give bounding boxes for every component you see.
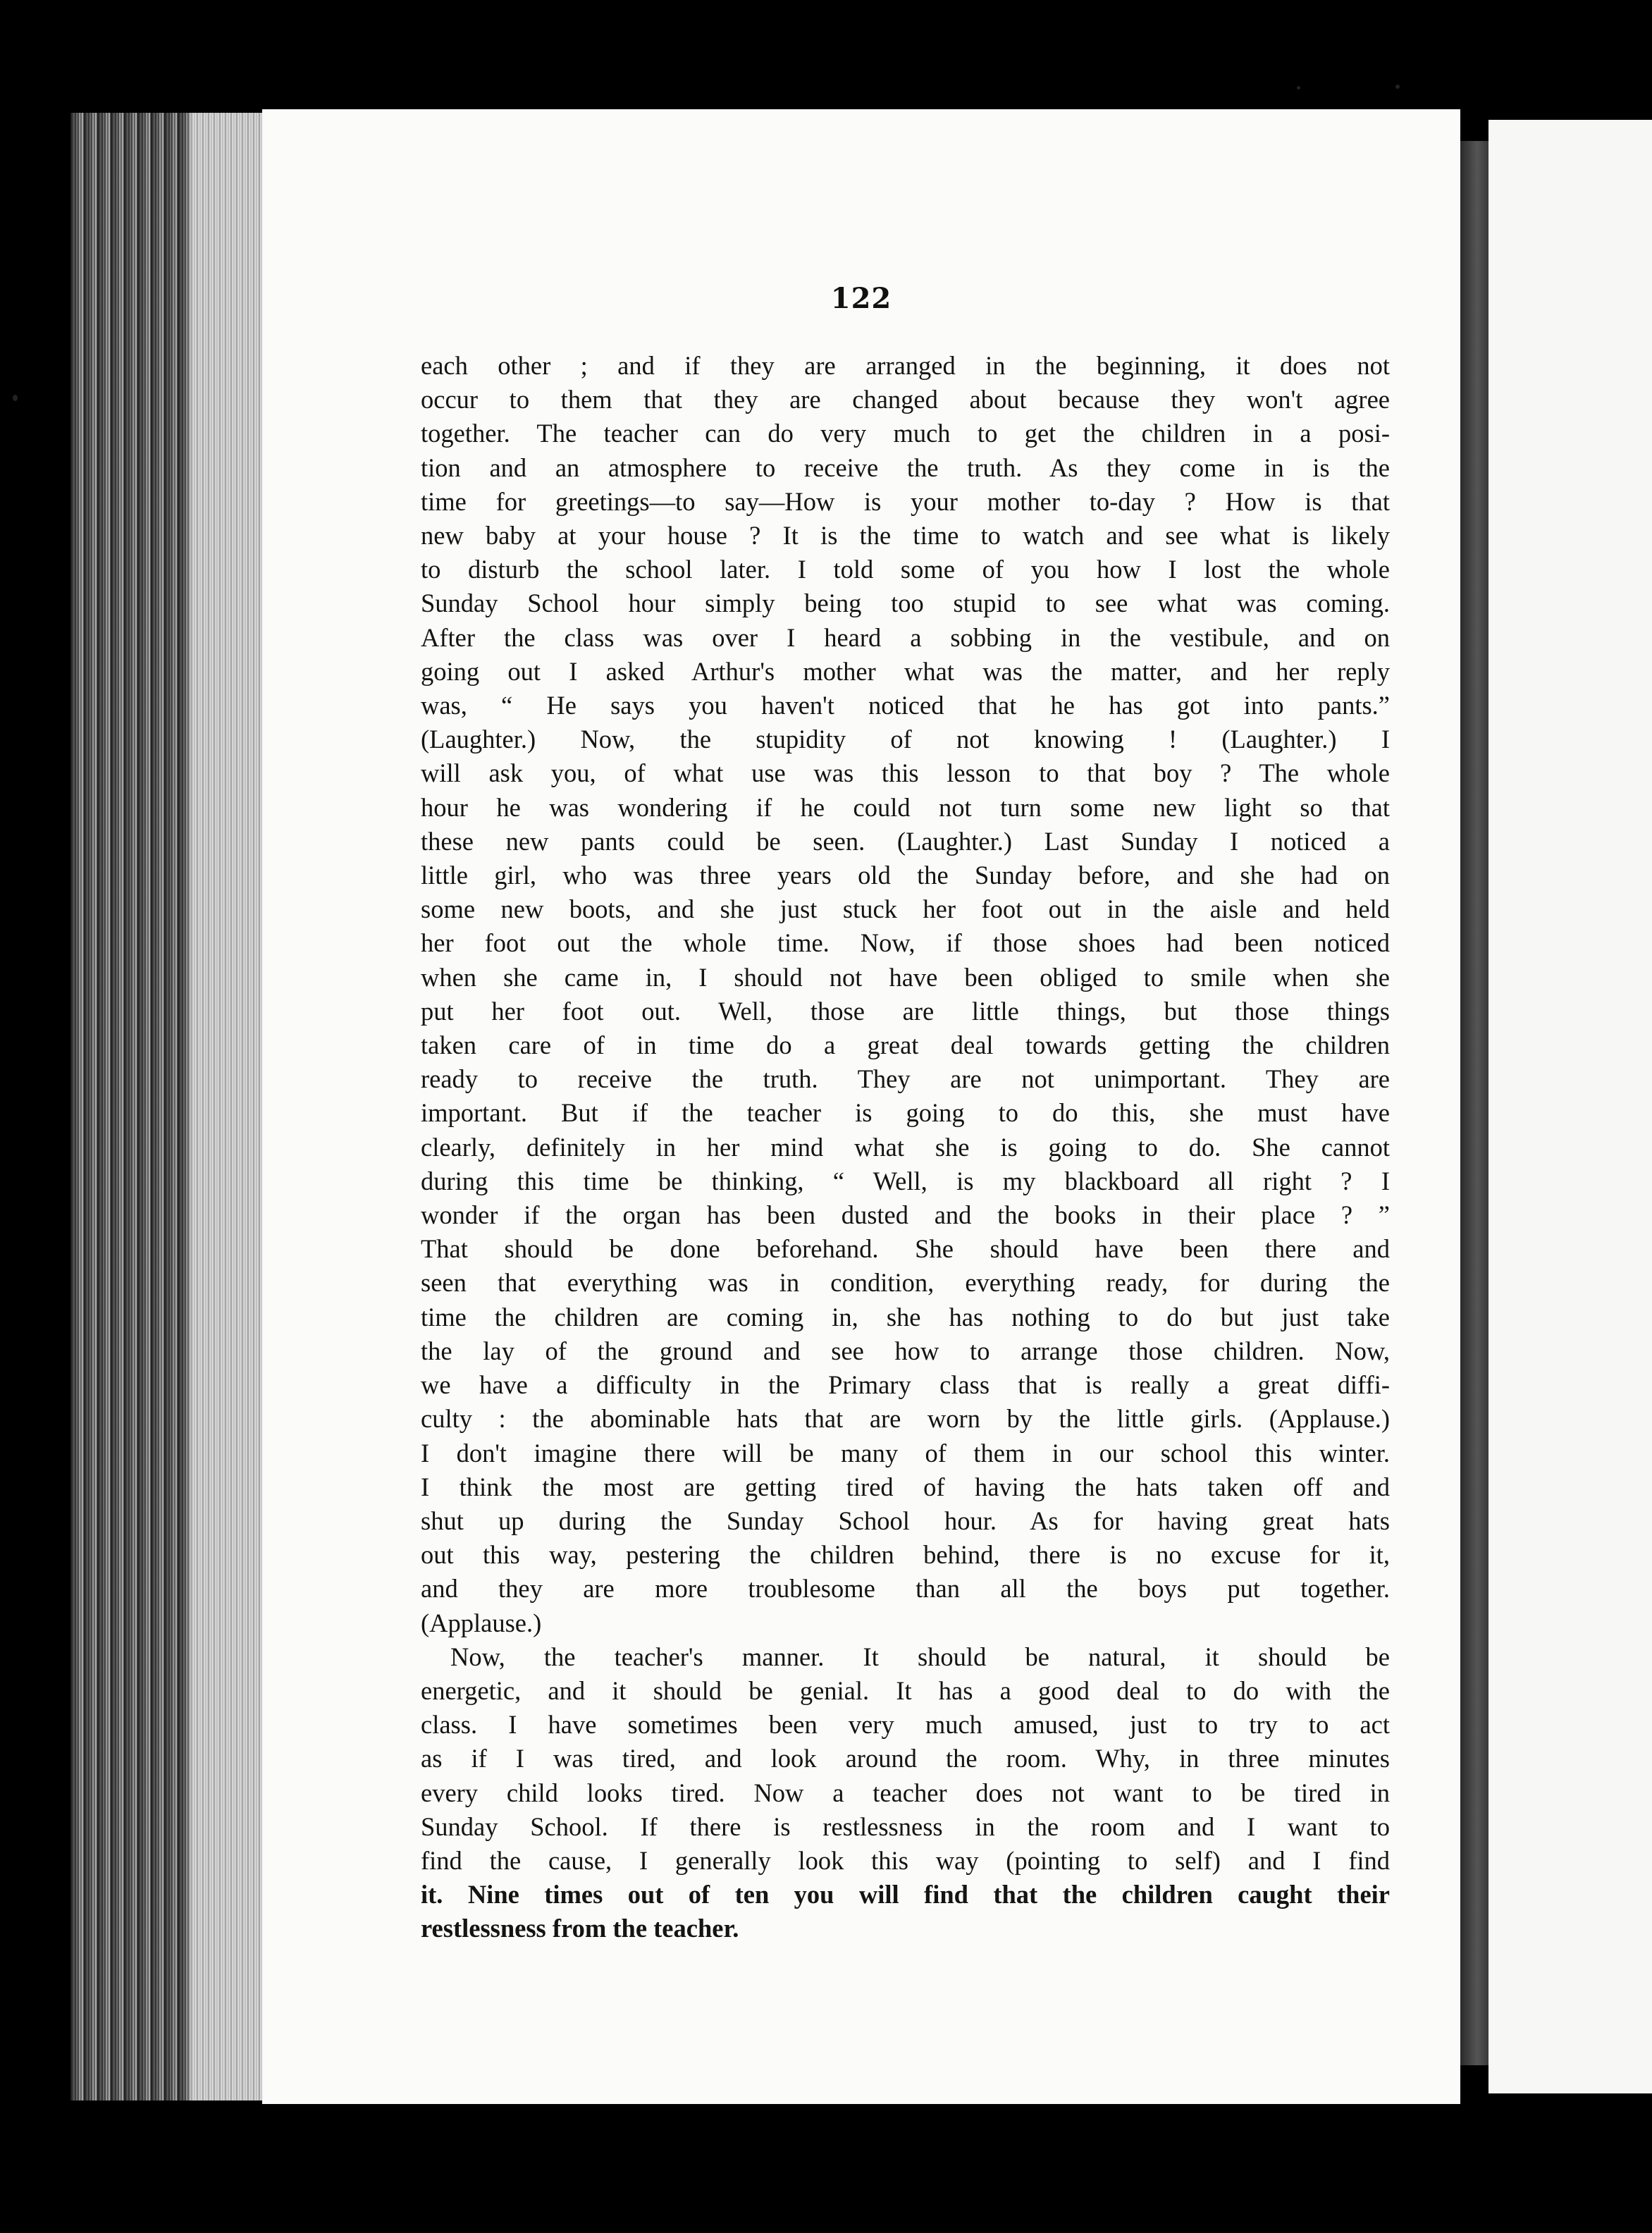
- text-line: new baby at your house ? It is the time to watch and see what is likely: [421, 521, 1390, 550]
- text-line: Sunday School. If there is restlessness in the room and I want to: [421, 1811, 1390, 1841]
- text-line: and they are more troublesome than all the boys put together.: [421, 1574, 1390, 1604]
- text-line: After the class was over I heard a sobbing in the vestibule, and on: [421, 622, 1390, 652]
- text-line: ready to receive the truth. They are not unimportant. They are: [421, 1064, 1390, 1094]
- text-line: class. I have sometimes been very much amused, just to try to act: [421, 1710, 1390, 1740]
- text-line: hour he was wondering if he could not turn some new light so that: [421, 792, 1390, 822]
- text-line: Sunday School hour simply being too stupid to see what was coming.: [421, 589, 1390, 618]
- text-line: every child looks tired. Now a teacher does not want to be tired in: [421, 1778, 1390, 1807]
- text-line: the lay of the ground and see how to arrange those children. Now,: [421, 1336, 1390, 1365]
- text-line: That should be done beforehand. She should have been there and: [421, 1234, 1390, 1264]
- text-line: occur to them that they are changed about because they won't agree: [421, 385, 1390, 414]
- text-line: important. But if the teacher is going to do this, she must have: [421, 1098, 1390, 1128]
- text-line: I don't imagine there will be many of them in our school this winter.: [421, 1438, 1390, 1468]
- text-line: some new boots, and she just stuck her foot out in the aisle and held: [421, 894, 1390, 924]
- page-number: 122: [830, 282, 892, 315]
- text-line: Now, the teacher's manner. It should be natural, it should be: [450, 1642, 1390, 1671]
- text-line: will ask you, of what use was this lesson to that boy ? The whole: [421, 758, 1390, 788]
- text-line: taken care of in time do a great deal towards getting the children: [421, 1031, 1390, 1060]
- text-line: her foot out the whole time. Now, if those shoes had been noticed: [421, 928, 1390, 958]
- text-line: tion and an atmosphere to receive the truth. As they come in is the: [421, 453, 1390, 482]
- text-line: culty : the abominable hats that are worn by the little girls. (Applause.): [421, 1404, 1390, 1434]
- text-line: shut up during the Sunday School hour. As for having great hats: [421, 1506, 1390, 1535]
- text-line: it. Nine times out of ten you will find that the children caught their: [421, 1880, 1390, 1909]
- book-page: [262, 109, 1460, 2104]
- text-line: time for greetings—to say—How is your mother to-day ? How is that: [421, 486, 1390, 516]
- text-line: restlessness from the teacher.: [421, 1914, 739, 1943]
- text-line: going out I asked Arthur's mother what was the matter, and her reply: [421, 656, 1390, 686]
- text-line: each other ; and if they are arranged in the beginning, it does not: [421, 351, 1390, 380]
- text-line: to disturb the school later. I told some of you how I lost the whole: [421, 555, 1390, 584]
- text-line: (Applause.): [421, 1608, 542, 1637]
- scan-speck: [1395, 85, 1400, 89]
- body-text: [421, 349, 1390, 1946]
- text-line: these new pants could be seen. (Laughter.) Last Sunday I noticed a: [421, 826, 1390, 856]
- text-line: find the cause, I generally look this way (pointing to self) and I find: [421, 1845, 1390, 1875]
- text-line: energetic, and it should be genial. It has a good deal to do with the: [421, 1675, 1390, 1705]
- text-line: put her foot out. Well, those are little things, but those things: [421, 996, 1390, 1026]
- scan-speck: [13, 395, 18, 401]
- facing-page: [1488, 120, 1652, 2093]
- text-line: as if I was tired, and look around the room. Why, in three minutes: [421, 1744, 1390, 1773]
- page-edges: [70, 113, 268, 2100]
- text-line: we have a difficulty in the Primary class that is really a great diffi-: [421, 1370, 1390, 1400]
- book-gutter-shadow: [1460, 141, 1488, 2065]
- text-line: little girl, who was three years old the Sunday before, and she had on: [421, 861, 1390, 890]
- text-line: when she came in, I should not have been obliged to smile when she: [421, 962, 1390, 992]
- text-line: wonder if the organ has been dusted and the books in their place ? ”: [421, 1200, 1390, 1230]
- text-line: (Laughter.) Now, the stupidity of not knowing ! (Laughter.) I: [421, 725, 1390, 754]
- text-line: clearly, definitely in her mind what she is going to do. She cannot: [421, 1132, 1390, 1162]
- text-line: out this way, pestering the children behind, there is no excuse for it,: [421, 1540, 1390, 1570]
- text-line: together. The teacher can do very much to get the children in a posi-: [421, 419, 1390, 448]
- text-line: time the children are coming in, she has nothing to do but just take: [421, 1302, 1390, 1331]
- text-line: was, “ He says you haven't noticed that he has got into pants.”: [421, 691, 1390, 720]
- text-line: during this time be thinking, “ Well, is my blackboard all right ? I: [421, 1166, 1390, 1195]
- text-line: I think the most are getting tired of having the hats taken off and: [421, 1472, 1390, 1501]
- text-line: seen that everything was in condition, everything ready, for during the: [421, 1268, 1390, 1298]
- scan-speck: [1297, 86, 1300, 90]
